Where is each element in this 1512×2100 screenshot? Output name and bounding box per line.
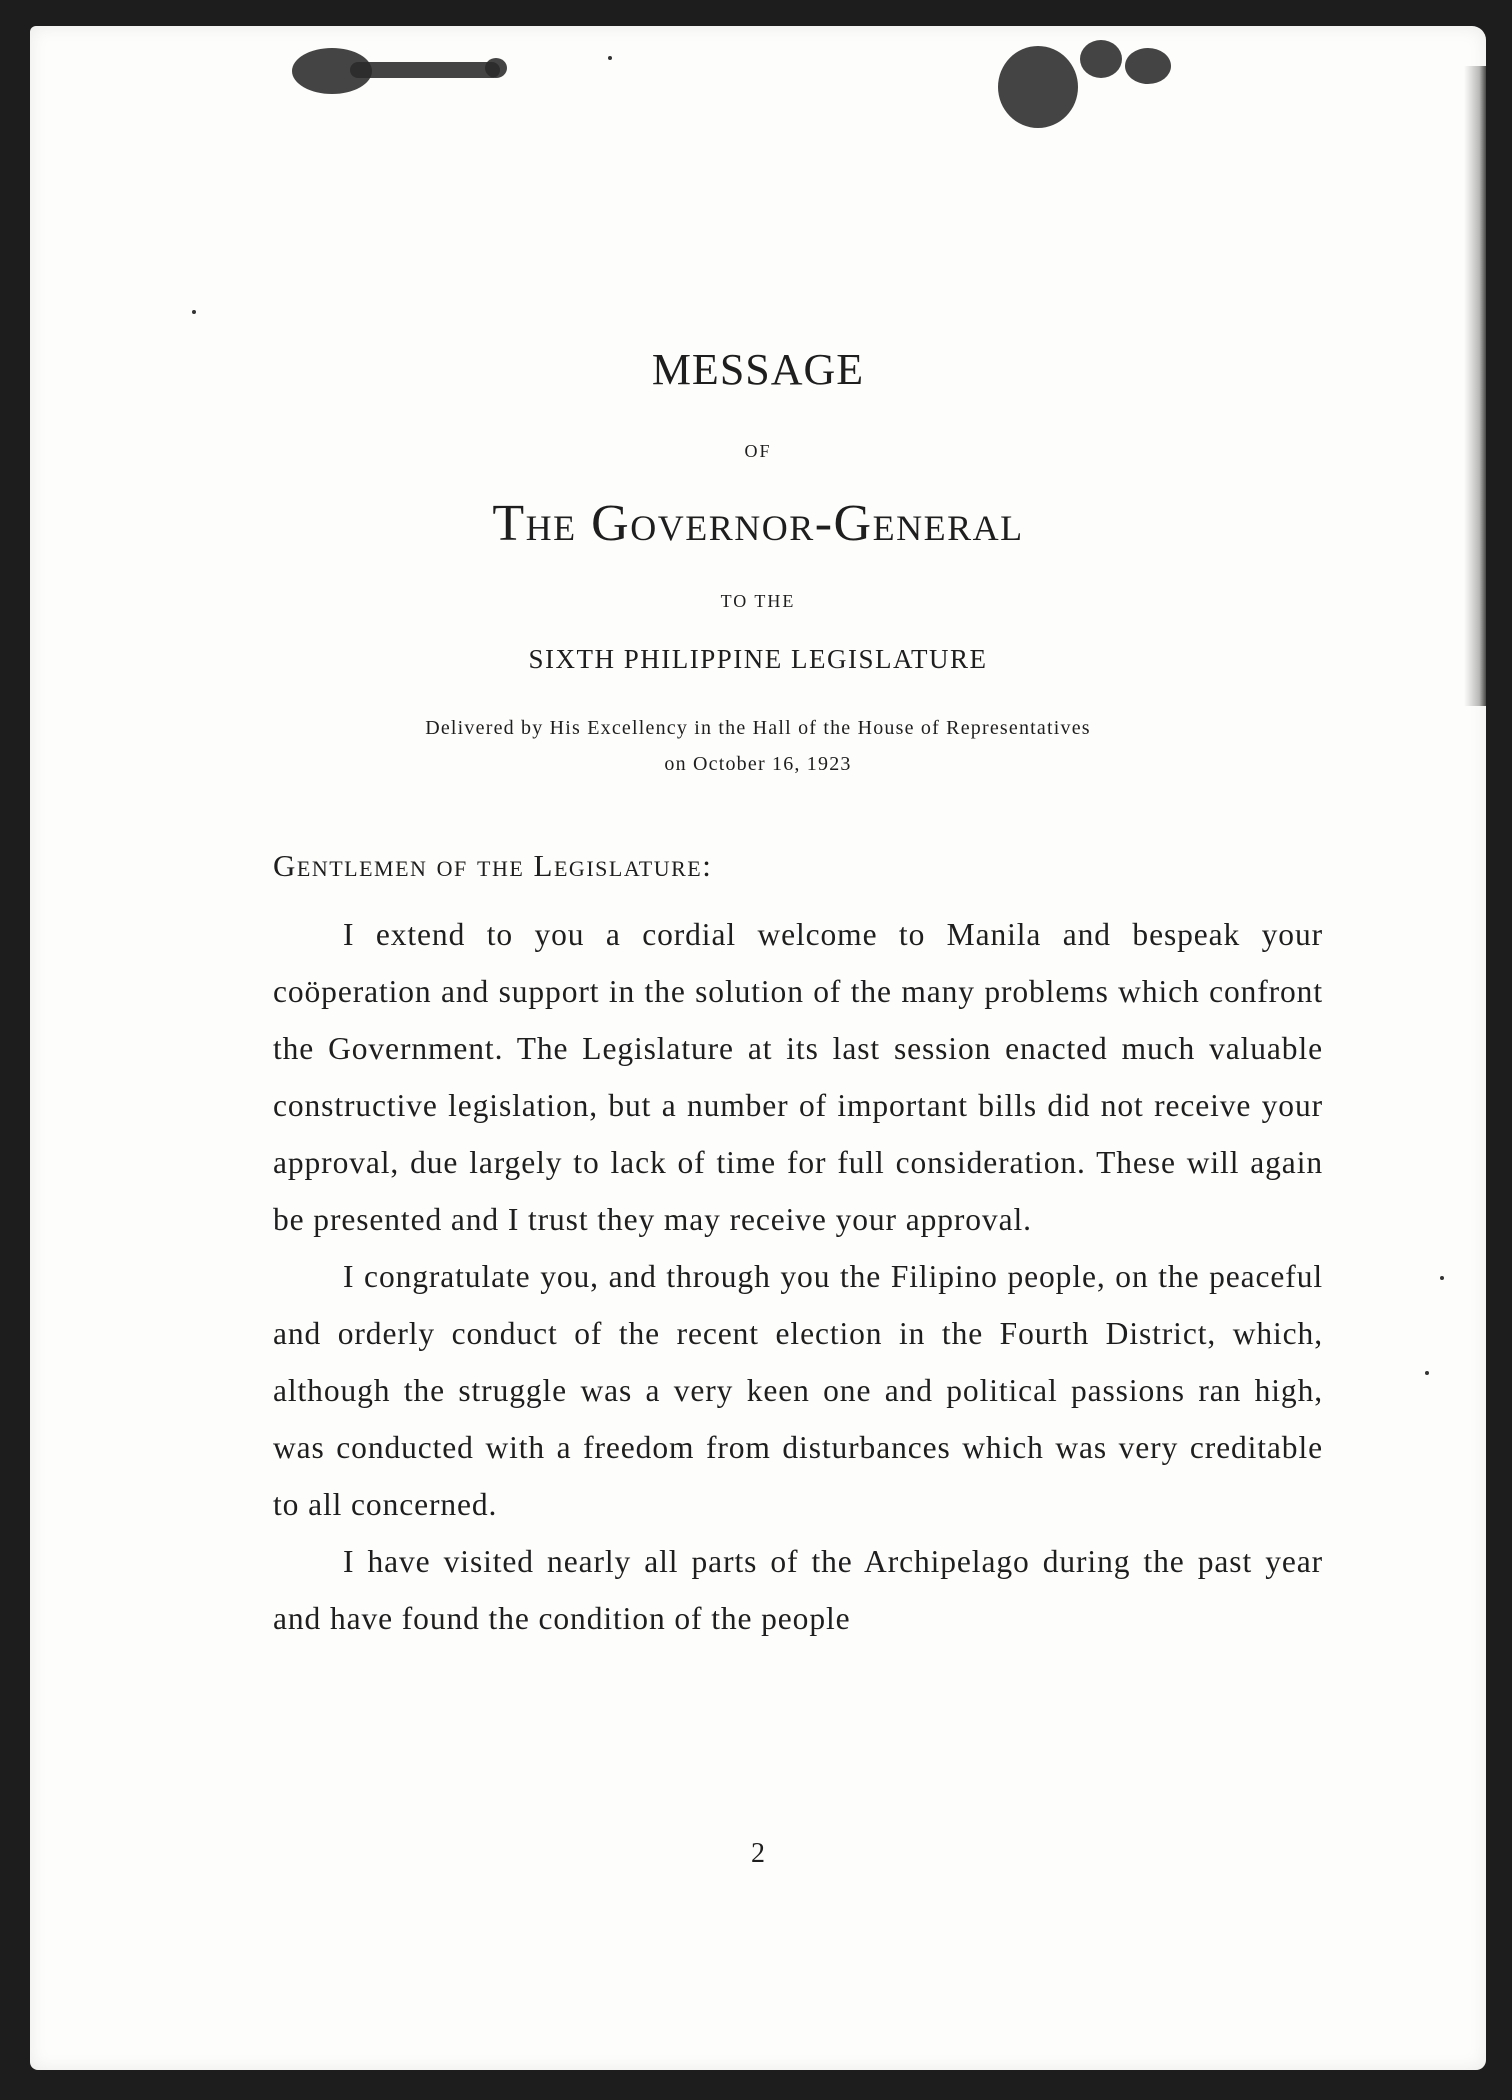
heading-of: OF — [744, 441, 772, 461]
document-content — [30, 26, 1486, 2070]
delivery-line-2: on October 16, 1923 — [664, 753, 852, 775]
page-number: 2 — [751, 1838, 765, 1869]
delivery-line-1: Delivered by His Excellency in the Hall of the House of Representatives — [425, 717, 1091, 739]
paragraph: I congratulate you, and through you the Filipino people, on the peaceful and orderly conduct of the recent election in the Fourth District, which, although the struggle was a very keen one and political passions ran high, was conducted with a freedom from disturbances which was very creditable to all concerned. — [273, 1259, 1323, 1522]
paper-sheet — [30, 26, 1486, 2070]
paragraph: I extend to you a cordial welcome to Manila and bespeak your coöperation and support in the solution of the many problems which confront the Government. The Legislature at its last session enacted much valuable constructive legislation, but a number of important bills did not receive your approval, due largely to lack of time for full consideration. These will again be presented and I trust they may receive your approval. — [273, 917, 1323, 1237]
document-author: The Governor-General — [492, 495, 1024, 552]
delivery-note — [30, 710, 1486, 782]
salutation: Gentlemen of the Legislature: — [273, 848, 713, 883]
document-heading: MESSAGE — [651, 345, 865, 394]
paragraph: I have visited nearly all parts of the Archipelago during the past year and have found the condition of the people — [273, 1544, 1323, 1636]
heading-to: TO THE — [720, 591, 796, 611]
document-recipient: SIXTH PHILIPPINE LEGISLATURE — [528, 644, 988, 674]
message-body — [273, 906, 1323, 1647]
